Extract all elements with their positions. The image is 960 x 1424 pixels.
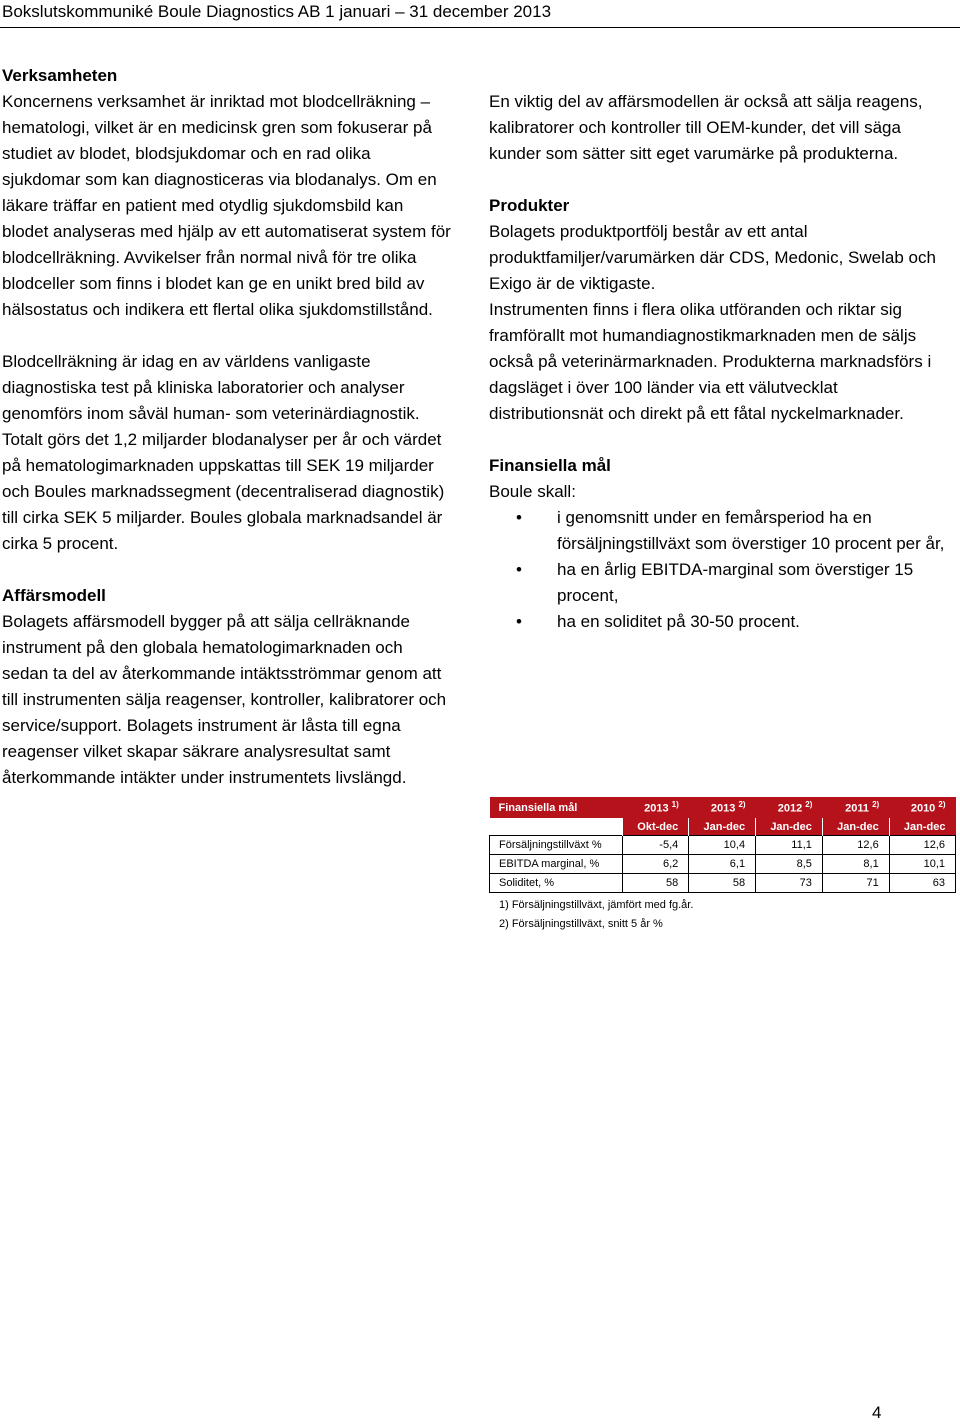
year-header: 2011 $^{2)}$: [822, 797, 889, 818]
table-cell: 58: [623, 874, 689, 893]
goal-text: i genomsnitt under en femårsperiod ha en försäljningstillväxt som överstiger 10 procent per år,: [557, 508, 945, 553]
footnote: 1) Försäljningstillväxt, jämfört med fg.år.: [499, 899, 694, 911]
produkter-paragraph-1: Bolagets produktportfölj består av ett antal produktfamiljer/varumärken där CDS, Medonic, Swelab och Exigo är de viktigaste.: [489, 222, 936, 293]
page-header: [0, 0, 960, 26]
document-title: Bokslutskommuniké Boule Diagnostics AB 1 januari – 31 december 2013: [2, 2, 552, 21]
table-row: [490, 874, 956, 893]
affarsmodell-paragraph-1: Bolagets affärsmodell bygger på att sälja cellräknande instrument på den globala hematologimarknaden och sedan ta del av återkommande intäktsströmmar genom att till instrumenten sälja reagenser, kontroller, kalibratorer och service/support. Bolagets instrument är låsta till egna reagenser vilket skapar säkrare analysresultat samt återkommande intäkter under instrumentets livslängd.: [2, 612, 447, 787]
year-header: 2012 $^{2)}$: [756, 797, 823, 818]
period-label-empty: [490, 818, 623, 836]
row-label: Soliditet, %: [490, 874, 623, 893]
goal-text: ha en soliditet på 30-50 procent.: [557, 612, 800, 631]
table-cell: 73: [756, 874, 823, 893]
table-cell: 6,1: [689, 855, 756, 874]
financial-targets-table: [489, 797, 956, 893]
period-header: Jan-dec: [822, 818, 889, 836]
table-row: [490, 836, 956, 855]
table-cell: 12,6: [889, 836, 955, 855]
goal-text: ha en årlig EBITDA-marginal som överstiger 15 procent,: [557, 560, 914, 605]
table-header-row: [490, 797, 956, 818]
table-cell: 8,1: [822, 855, 889, 874]
finansiella-mal-intro: Boule skall:: [489, 482, 576, 501]
table-cell: 6,2: [623, 855, 689, 874]
paragraph-gap: [2, 557, 452, 583]
table-cell: 71: [822, 874, 889, 893]
verksamheten-heading: Verksamheten: [2, 66, 118, 85]
period-header: Jan-dec: [689, 818, 756, 836]
paragraph-gap: [489, 167, 949, 193]
year-header: 2013 $^{1)}$: [623, 797, 689, 818]
affarsmodell-heading: Affärsmodell: [2, 586, 106, 605]
verksamheten-paragraph-2: Blodcellräkning är idag en av världens vanligaste diagnostiska test på kliniska laboratorier och analyser genomförs inom såväl human- som veterinärdiagnostik. Totalt görs det 1,2 miljarder blodanalyser per år och värdet på hematologimarknaden uppskattas till SEK 19 miljarder och Boules marknadssegment (decentraliserad diagnostik) till cirka SEK 5 miljarder. Boules globala marknadsandel är cirka 5 procent.: [2, 352, 445, 553]
table-cell: 58: [689, 874, 756, 893]
period-header: Jan-dec: [889, 818, 955, 836]
right-column: [489, 89, 949, 635]
goal-item: [489, 557, 949, 609]
left-column: [2, 63, 452, 791]
row-label: Försäljningstillväxt %: [490, 836, 623, 855]
verksamheten-paragraph-1: Koncernens verksamhet är inriktad mot blodcellräkning – hematologi, vilket är en medicinsk gren som fokuserar på studiet av blodet, blodsjukdomar och en rad olika sjukdomar som kan diagnosticeras via blodanalys. Om en läkare träffar en patient med otydlig sjukdomsbild kan blodet analyseras med hjälp av ett automatiserat system för blodcellräkning. Avvikelser från normal nivå för tre olika blodceller som finns i blodet kan ge en unikt bred bild av hälsostatus och indikera ett flertal olika sjukdomstillstånd.: [2, 92, 451, 319]
table-title: Finansiella mål: [490, 797, 623, 818]
bullet-icon: •: [516, 508, 522, 527]
table-row: [490, 855, 956, 874]
affarsmodell-paragraph-2: En viktig del av affärsmodellen är också att sälja reagens, kalibratorer och kontroller till OEM-kunder, det vill säga kunder som sätter sitt eget varumärke på produkterna.: [489, 92, 923, 163]
table-cell: 8,5: [756, 855, 823, 874]
period-header: Jan-dec: [756, 818, 823, 836]
finansiella-mal-heading: Finansiella mål: [489, 456, 611, 475]
bullet-icon: •: [516, 560, 522, 579]
produkter-paragraph-2: Instrumenten finns i flera olika utföranden och riktar sig framförallt mot humandiagnostikmarknaden men de säljs också på veterinärmarknaden. Produkterna marknadsförs i dagsläget i över 100 länder via ett välutvecklat distributionsnät och direkt på ett fåtal nyckelmarknader.: [489, 300, 932, 423]
table-cell: -5,4: [623, 836, 689, 855]
table-footnotes: [499, 896, 693, 934]
table-cell: 12,6: [822, 836, 889, 855]
page-number: 4: [872, 1403, 882, 1422]
table-period-row: [490, 818, 956, 836]
table-cell: 63: [889, 874, 955, 893]
paragraph-gap: [2, 323, 452, 349]
produkter-heading: Produkter: [489, 196, 570, 215]
bullet-icon: •: [516, 612, 522, 631]
year-header: 2013 $^{2)}$: [689, 797, 756, 818]
paragraph-gap: [489, 427, 949, 453]
header-divider: [0, 27, 960, 28]
goals-list: [489, 505, 949, 635]
table-cell: 10,4: [689, 836, 756, 855]
goal-item: [489, 609, 949, 635]
row-label: EBITDA marginal, %: [490, 855, 623, 874]
table-cell: 11,1: [756, 836, 823, 855]
period-header: Okt-dec: [623, 818, 689, 836]
goal-item: [489, 505, 949, 557]
footnote: 2) Försäljningstillväxt, snitt 5 år %: [499, 918, 663, 930]
year-header: 2010 $^{2)}$: [889, 797, 955, 818]
table-cell: 10,1: [889, 855, 955, 874]
